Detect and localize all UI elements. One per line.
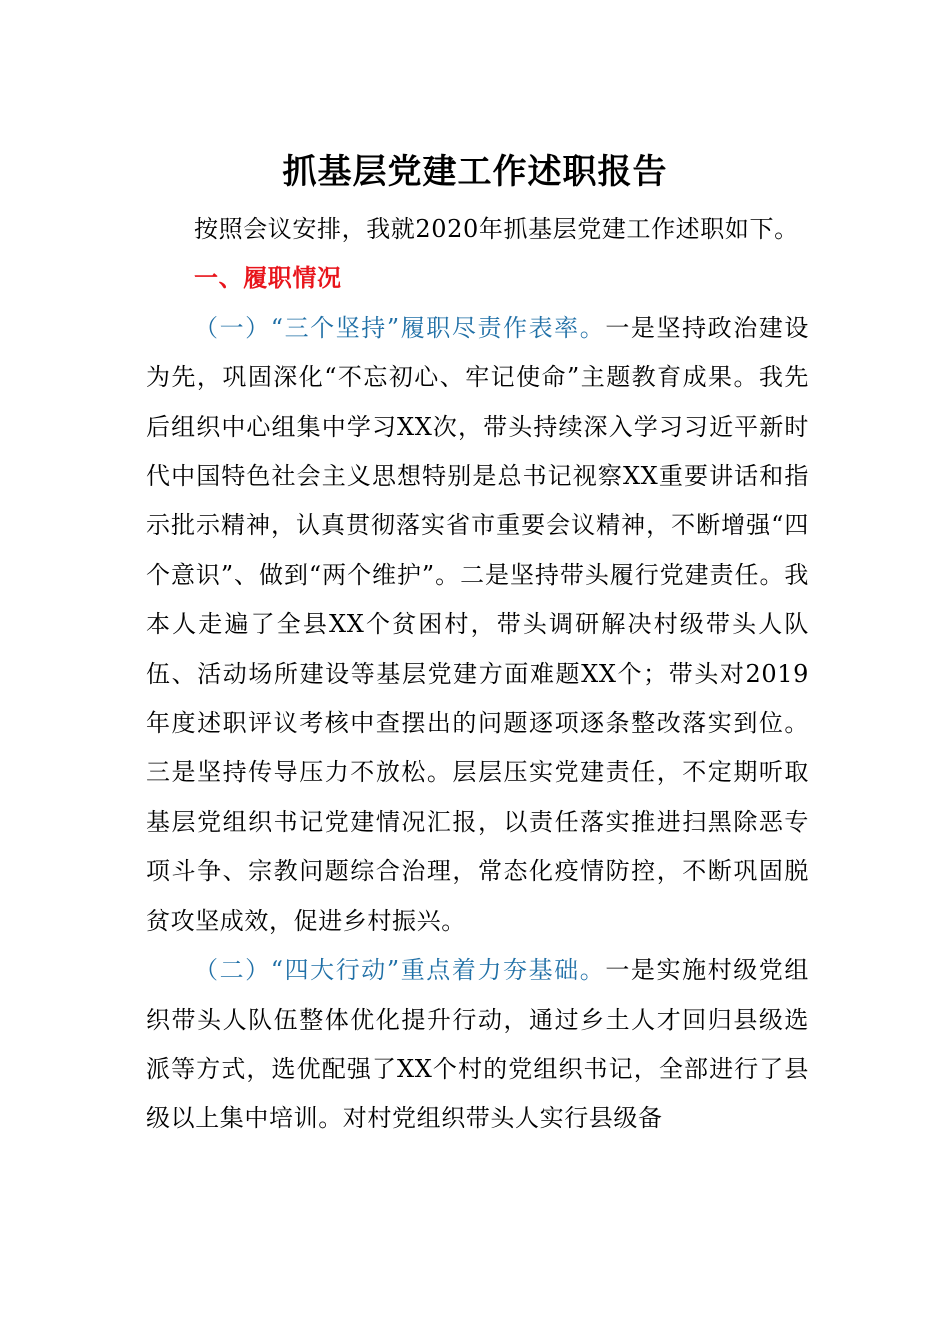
section-heading-text: 一、履职情况 — [194, 264, 342, 293]
subsection-paragraph-2 — [146, 946, 809, 1144]
subsection-body-2: 一是实施村级党组织带头人队伍整体优化提升行动，通过乡土人才回归县级选派等方式，选优配强了XX个村的党组织书记，全部进行了县级以上集中培训。对村党组织带头人实行县级备 — [146, 956, 809, 1133]
document-title: 抓基层党建工作述职报告 — [282, 152, 668, 192]
subsection-heading-2: （二）“四大行动”重点着力夯基础。 — [194, 956, 606, 985]
section-heading — [146, 254, 809, 303]
subsection-paragraph-1 — [146, 304, 809, 946]
document-body — [146, 205, 809, 1144]
subsection-heading-1: （一）“三个坚持”履职尽责作表率。 — [194, 313, 606, 342]
intro-paragraph: 按照会议安排，我就2020年抓基层党建工作述职如下。 — [194, 215, 799, 243]
subsection-body-1: 一是坚持政治建设为先，巩固深化“不忘初心、牢记使命”主题教育成果。我先后组织中心组集中学习XX次，带头持续深入学习习近平新时代中国特色社会主义思想特别是总书记视察XX重要讲话和指示批示精神，认真贯彻落实省市重要会议精神，不断增强“四个意识”、做到“两个维护”。二是坚持带头履行党建责任。我本人走遍了全县XX个贫困村，带头调研解决村级带头人队伍、活动场所建设等基层党建方面难题XX个；带头对2019年度述职评议考核中查摆出的问题逐项逐条整改落实到位。三是坚持传导压力不放松。层层压实党建责任，不定期听取基层党组织书记党建情况汇报，以责任落实推进扫黑除恶专项斗争、宗教问题综合治理，常态化疫情防控，不断巩固脱贫攻坚成效，促进乡村振兴。 — [146, 313, 809, 935]
